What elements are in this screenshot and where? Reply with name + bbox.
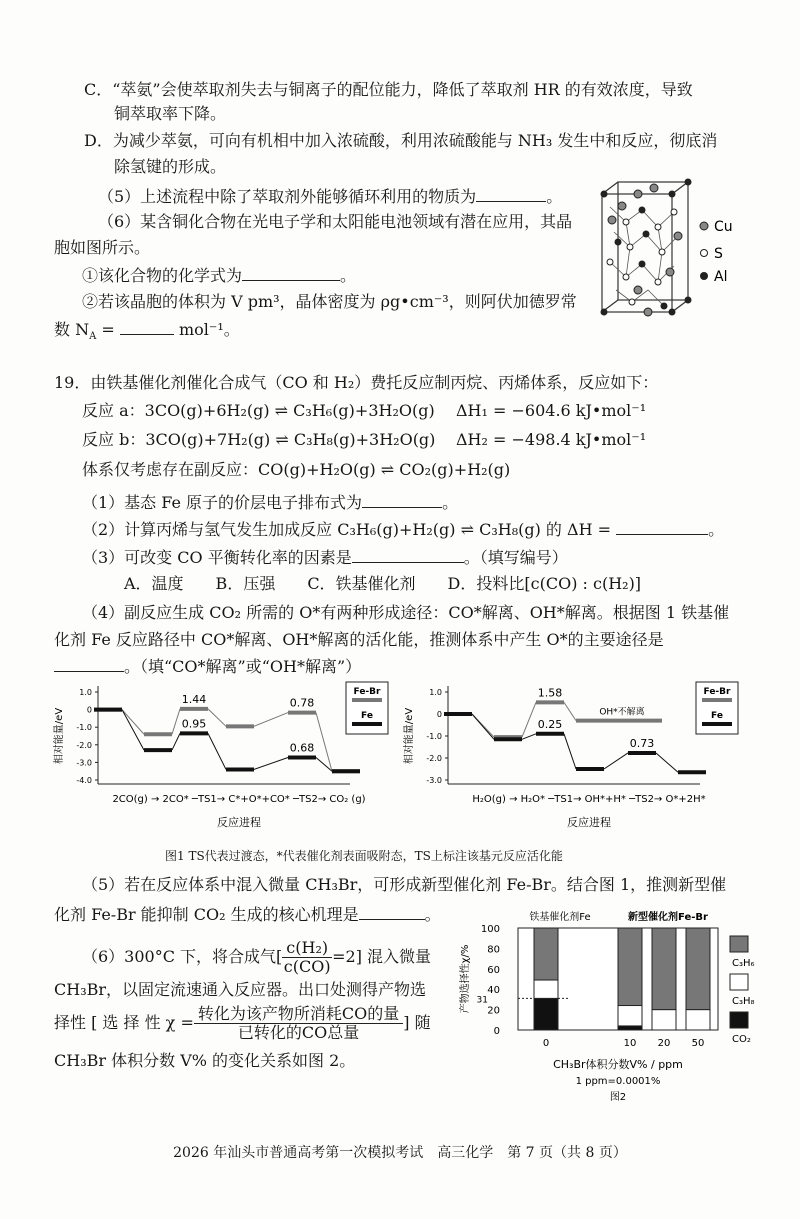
y-tick-label: 80	[487, 944, 500, 956]
y-tick-label: 1.0	[429, 688, 442, 697]
x-axis-note: 1 ppm=0.0001%	[575, 1076, 661, 1087]
path-connector	[656, 753, 678, 772]
legend-label: Fe-Br	[703, 687, 731, 697]
legend-cu: Cu	[714, 219, 733, 235]
path-connector	[316, 757, 332, 771]
q19-part5-text: 化剂 Fe-Br 能抑制 CO₂ 生成的核心机理是	[54, 905, 359, 924]
option-c-line1: C．“萃氨”会使萃取剂失去与铜离子的配位能力，降低了萃取剂 HR 的有效浓度，导致	[84, 80, 693, 99]
q19-part2-text: （2）计算丙烯与氢气发生加成反应 C₃H₆(g)+H₂(g) ⇌ C₃H₈(g) 的 ΔH =	[82, 520, 617, 539]
option-d-line1: D．为减少萃氨，可向有机相中加入浓硫酸，利用浓硫酸能与 NH₃ 发生中和反应，彻底消	[84, 131, 718, 150]
activation-energy-label: 0.95	[181, 717, 207, 731]
legend-label: Fe	[711, 711, 723, 721]
legend-swatch	[730, 974, 748, 990]
y-tick-label: -2.0	[426, 754, 442, 763]
q19-part6-line4: CH₃Br 体积分数 V% 的变化关系如图 2。	[54, 1051, 356, 1070]
y-tick-label: -3.0	[426, 776, 442, 785]
stacked-bar-segment	[686, 928, 710, 1010]
q18-part6-line1: （6）某含铜化合物在光电子学和太阳能电池领域有潜在应用，其晶	[98, 212, 573, 231]
legend-swatch	[730, 1012, 748, 1028]
stacked-bar-segment	[618, 928, 642, 1006]
y-tick-label: -3.0	[76, 758, 92, 768]
x-path-label: H₂O(g) → H₂O* ─TS1→ OH*+H* ─TS2→ O*+2H*	[472, 794, 706, 805]
reaction-b-equation: 3CO(g)+7H₂(g) ⇌ C₃H₈(g)+3H₂O(g)	[145, 430, 436, 449]
x-path-label: 2CO(g) → 2CO* ─TS1→ C*+O*+CO* ─TS2→ CO₂ (g)	[112, 794, 366, 805]
q18-part6-1: ①该化合物的化学式为 。	[82, 266, 357, 285]
q19-part5-line1: （5）若在反应体系中混入微量 CH₃Br，可形成新型催化剂 Fe-Br。结合图 1，推测新型催	[82, 875, 727, 894]
q19-part6-text-b: =2] 混入微量	[332, 947, 432, 966]
y-tick-label: 0	[436, 710, 442, 719]
ratio-fraction	[282, 939, 332, 976]
reaction-a	[82, 401, 435, 421]
answer-blank[interactable]	[352, 546, 464, 563]
answer-blank[interactable]	[242, 264, 340, 281]
figure2-caption: 图2	[609, 1092, 627, 1103]
reaction-b	[82, 430, 435, 450]
option-c-line2: 铜萃取率下降。	[114, 104, 227, 123]
ratio-numerator: c(H₂)	[282, 939, 332, 958]
x-tick-label: 20	[657, 1038, 671, 1049]
path-connector	[604, 753, 628, 769]
q19-part6-line1	[82, 938, 431, 976]
path-connector	[254, 757, 288, 769]
y-tick-label: -1.0	[76, 723, 92, 733]
stacked-bar-segment	[534, 998, 558, 1030]
stacked-bar-segment	[652, 928, 676, 1010]
q18-part6-2a: ②若该晶胞的体积为 V pm³，晶体密度为 ρg•cm⁻³，则阿伏加德罗常	[82, 292, 577, 311]
q19-part6-line3	[54, 1004, 431, 1042]
legend-label: C₃H₆	[732, 958, 755, 969]
answer-blank[interactable]	[120, 318, 174, 335]
group-label: 铁基催化剂Fe	[529, 912, 591, 923]
q19-part6-text-c: ] 随	[403, 1013, 431, 1032]
y-axis-label: 相对能量/eV	[54, 707, 65, 765]
q19-part1: （1）基态 Fe 原子的价层电子排布式为 。	[82, 493, 459, 512]
y-tick-label: 100	[480, 924, 500, 935]
y-tick-label: 0	[493, 1026, 500, 1037]
path-connector	[564, 734, 576, 769]
selectivity-denominator: 已转化的CO总量	[237, 1023, 360, 1042]
selectivity-numerator: 转化为该产物所消耗CO的量	[194, 1005, 403, 1024]
ratio-denominator: c(CO)	[283, 957, 331, 976]
q19-part3-text: （3）可改变 CO 平衡转化率的因素是	[82, 548, 352, 567]
answer-blank[interactable]	[616, 518, 708, 535]
x-tick-label: 10	[623, 1038, 637, 1049]
path-connector	[522, 734, 536, 740]
legend-label: CO₂	[732, 1034, 751, 1045]
reaction-b-label: 反应 b：	[82, 430, 146, 449]
legend-label: Fe	[361, 711, 373, 721]
selectivity-fraction	[194, 1005, 403, 1042]
path-connector	[172, 733, 180, 750]
crystal-cell-diagram	[592, 172, 792, 330]
q19-part6-text-a: （6）300°C 下，将合成气[	[82, 947, 283, 966]
q19-part3-options: A．温度 B．压强 C．铁基催化剂 D．投料比[c(CO) : c(H₂)]	[124, 574, 642, 593]
path-connector	[522, 702, 536, 737]
option-d-line2: 除氢键的形成。	[114, 157, 227, 176]
q19-part4-line2: 化剂 Fe 反应路径中 CO*解离、OH*解离的活化能，推测体系中产生 O*的主要途径是	[54, 630, 664, 649]
y-tick-label: 40	[487, 985, 500, 997]
answer-blank[interactable]	[359, 903, 425, 920]
energy-diagram-h2o	[400, 680, 740, 832]
figure1-caption: 图1 TS代表过渡态，*代表催化剂表面吸附态，TS上标注该基元反应活化能	[165, 849, 563, 863]
activation-energy-label: 0.25	[537, 717, 563, 731]
q18-part6-1-text: ①该化合物的化学式为	[82, 266, 243, 285]
side-reaction: 体系仅考虑存在副反应：CO(g)+H₂O(g) ⇌ CO₂(g)+H₂(g)	[82, 460, 511, 479]
na-subscript: A	[89, 331, 97, 343]
selectivity-bar-chart	[446, 900, 796, 1108]
na-unit: mol⁻¹。	[173, 320, 240, 339]
reaction-a-dh: ΔH₁ = −604.6 kJ•mol⁻¹	[456, 401, 647, 420]
stacked-bar-segment	[686, 1010, 710, 1030]
legend-swatch	[730, 936, 748, 952]
path-connector	[172, 709, 180, 734]
stacked-bar-segment	[534, 928, 558, 980]
y-axis-label: 产物选择性χ/%	[460, 944, 471, 1014]
answer-blank[interactable]	[54, 655, 124, 672]
q19-part4-line1: （4）副反应生成 CO₂ 所需的 O*有两种形成途径：CO*解离、OH*解离。根据图 1 铁基催	[82, 603, 730, 622]
q18-part6-line2: 胞如图所示。	[54, 238, 151, 257]
legend-label: Fe-Br	[353, 687, 381, 697]
activation-energy-label: 0.73	[629, 736, 655, 750]
na-equals: =	[96, 320, 120, 339]
path-connector	[564, 702, 576, 720]
q19-title: 19．由铁基催化剂催化合成气（CO 和 H₂）费托反应制丙烷、丙烯体系，反应如下：	[54, 373, 659, 392]
q18-part6-2b	[54, 318, 240, 347]
q19-part2: （2）计算丙烯与氢气发生加成反应 C₃H₆(g)+H₂(g) ⇌ C₃H₈(g) 的 ΔH = 。	[82, 520, 725, 539]
q19-part3	[82, 546, 568, 568]
y-tick-label: -4.0	[76, 776, 92, 785]
q19-part3-tail: 。（填写编号）	[463, 548, 568, 567]
answer-blank[interactable]	[362, 491, 442, 508]
reaction-a-label: 反应 a：	[82, 401, 145, 420]
legend-al: Al	[714, 269, 728, 285]
marker-label: 31	[476, 995, 488, 1006]
path-connector	[316, 713, 332, 772]
x-axis-label: 反应进程	[567, 816, 611, 829]
y-axis-label: 相对能量/eV	[404, 707, 415, 765]
group-label: 新型催化剂Fe-Br	[628, 912, 708, 923]
path-connector	[472, 714, 494, 739]
q19-part5-line2: 化剂 Fe-Br 能抑制 CO₂ 生成的核心机理是 。	[54, 905, 441, 924]
answer-blank[interactable]	[476, 185, 546, 202]
path-connector	[208, 733, 226, 769]
stacked-bar-segment	[534, 980, 558, 998]
activation-energy-label: OH*不解离	[599, 707, 645, 718]
stacked-bar-segment	[618, 1026, 642, 1030]
legend-s: S	[714, 246, 723, 262]
activation-energy-label: 0.78	[289, 696, 315, 710]
y-tick-label: 0	[86, 705, 92, 715]
q19-part1-text: （1）基态 Fe 原子的价层电子排布式为	[82, 493, 363, 512]
q19-part4-line3	[54, 655, 361, 677]
reaction-b-dh: ΔH₂ = −498.4 kJ•mol⁻¹	[456, 430, 647, 449]
legend-label: C₃H₈	[732, 996, 755, 1007]
selectivity-label: 择性 [ 选 择 性 χ =	[54, 1013, 194, 1032]
na-symbol: 数 N	[54, 320, 90, 339]
y-tick-label: 1.0	[79, 688, 92, 697]
page-footer: 2026 年汕头市普通高考第一次模拟考试 高三化学 第 7 页（共 8 页）	[173, 1145, 627, 1161]
y-tick-label: 60	[487, 964, 500, 976]
q19-part4-tail: 。（填“CO*解离”或“OH*解离”）	[124, 657, 362, 676]
y-tick-label: 20	[487, 1005, 500, 1017]
y-tick-label: -1.0	[426, 732, 442, 741]
stacked-bar-segment	[652, 1010, 676, 1030]
activation-energy-label: 1.58	[537, 686, 563, 700]
x-axis-label: CH₃Br体积分数V% / ppm	[553, 1058, 683, 1071]
activation-energy-label: 0.68	[289, 741, 315, 755]
q18-part5-text: （5）上述流程中除了萃取剂外能够循环利用的物质为	[98, 187, 477, 206]
stacked-bar-segment	[618, 1006, 642, 1026]
activation-energy-label: 1.44	[181, 692, 207, 706]
path-connector	[208, 709, 226, 726]
x-tick-label: 50	[691, 1038, 705, 1049]
path-connector	[254, 713, 288, 727]
y-tick-label: -2.0	[76, 740, 92, 750]
reaction-a-equation: 3CO(g)+6H₂(g) ⇌ C₃H₆(g)+3H₂O(g)	[144, 401, 435, 420]
q18-part5: （5）上述流程中除了萃取剂外能够循环利用的物质为 。	[98, 187, 563, 206]
x-tick-label: 0	[542, 1038, 550, 1049]
x-axis-label: 反应进程	[217, 816, 261, 829]
energy-diagram-co	[50, 680, 390, 832]
q19-part6-line2: CH₃Br，以固定流速通入反应器。出口处测得产物选	[54, 980, 427, 999]
